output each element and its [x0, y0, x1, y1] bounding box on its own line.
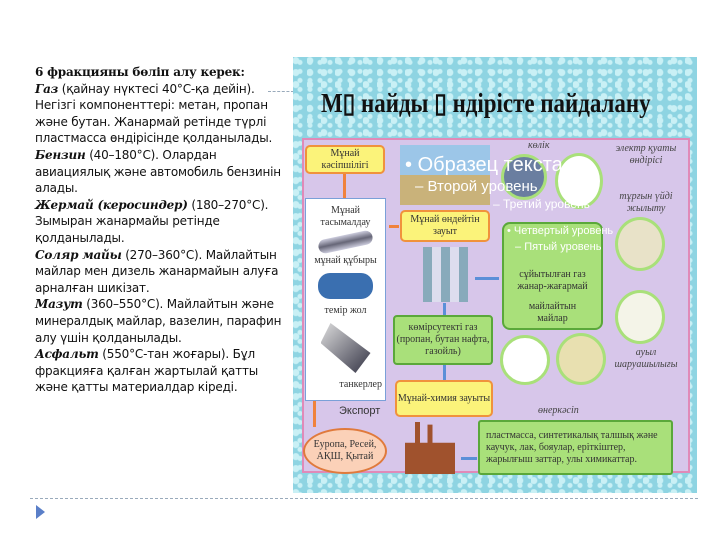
export-label: Экспорт — [339, 405, 381, 417]
placeholder-level-2: – Второй уровень — [415, 178, 538, 195]
arrow — [313, 401, 316, 427]
arrow — [343, 174, 346, 198]
term-solar: Соляр майы — [35, 247, 122, 262]
text-asphalt: (550°С-тан жоғары). Бұл фракцияға қалған жартылай қатты және қатты материалдар кіреді. — [35, 347, 259, 395]
rail-label: темір жол — [324, 305, 367, 316]
picture-title: М▯ найды ▯ ндірісте пайдалану — [321, 88, 651, 118]
box-fuels — [502, 222, 603, 330]
fractions-text — [35, 64, 285, 396]
placeholder-text: Второй уровень — [427, 178, 538, 195]
placeholder-level-5: – Пятый уровень — [515, 241, 602, 253]
fuels-label: сұйытылған газ — [519, 269, 586, 280]
refinery-icon — [423, 247, 468, 302]
fuels-label-3: майлайтын майлар — [528, 301, 577, 324]
box-refinery: Мұнай өндейтін зауыт — [400, 210, 490, 242]
divider — [30, 498, 698, 499]
term-gas: Газ — [35, 81, 59, 96]
arrow — [389, 225, 399, 228]
fuels-label-2: жанар-жағармай — [517, 281, 588, 292]
ship-icon — [321, 323, 371, 373]
building-icon — [615, 217, 665, 271]
text-benzin: (40–180°С). Олардан авиациялық және автомобиль бензинін алады. — [35, 147, 281, 196]
arrow — [475, 277, 499, 280]
box-products: пластмасса, синтетикалық талшық және каучук, лак, бояулар, еріткіштер, жарылғыш заттар, улы химикаттар. — [478, 420, 673, 475]
arrow — [443, 303, 446, 315]
box-transport — [305, 198, 386, 401]
text-gas: (қайнау нүктесі 40°С-қа дейін). Негізгі компоненттері: метан, пропан және бутан. Жанармай ретінде түрлі пластмасса өндірісінде қолданылады. — [35, 81, 273, 146]
tank-car-icon — [318, 273, 373, 299]
label-power: электр қуаты өндірісі — [615, 143, 677, 166]
term-kerosene: Жермай (керосиндер) — [35, 197, 188, 212]
heading: 6 фракцияны бөліп алу керек: — [35, 65, 245, 79]
label-heating: тұрғын үйді жылыту — [619, 191, 673, 214]
text-solar: (270–360°С). Майлайтын майлар мен дизель жанармайын алуға арналған шикізат. — [35, 247, 279, 295]
next-slide-arrow-icon[interactable] — [36, 505, 45, 519]
box-countries: Еуропа, Ресей, АҚШ, Қытай — [303, 428, 387, 474]
placeholder-text: Пятый уровень — [524, 241, 602, 253]
divider — [268, 91, 294, 92]
tractor-icon — [615, 290, 665, 344]
box-hydrocarbon-gas: көмірсутекті газ (пропан, бутан нафта, газойль) — [393, 315, 493, 365]
box-petrochem: Мұнай-химия зауыты — [395, 380, 493, 417]
term-mazut: Мазут — [35, 297, 83, 312]
placeholder-level-1: • Образец текста — [405, 154, 563, 176]
label-industry: өнеркәсіп — [538, 405, 579, 416]
label-transport-use: көлік — [528, 140, 550, 151]
box-extraction: Мұнай кәсіпшілігі — [305, 145, 385, 174]
text-kerosene: (180–270°С). Зымыран жанармайы ретінде қолданылады. — [35, 197, 269, 245]
pipe-label: мұнай құбыры — [314, 255, 377, 266]
oil-usage-picture — [293, 57, 697, 493]
pipe-icon — [317, 229, 374, 254]
label-agriculture: ауыл шаруашылығы — [614, 347, 678, 370]
transport-label: Мұнай тасымалдау — [320, 205, 371, 228]
road-roller-icon — [556, 333, 606, 385]
term-benzin: Бензин — [35, 147, 86, 162]
placeholder-level-3: – Третий уровень — [493, 197, 590, 211]
text-mazut: (360–550°С). Майлайтын және минералдық майлар, вазелин, парафин алу үшін қолданылады. — [35, 297, 282, 345]
arrow — [443, 365, 446, 380]
industry-icon — [500, 335, 550, 385]
arrow — [461, 457, 477, 460]
tankers-label: танкерлер — [339, 379, 382, 390]
placeholder-level-4: • Четвертый уровень — [507, 225, 614, 237]
term-asphalt: Асфальт — [35, 347, 99, 362]
placeholder-text: Третий уровень — [503, 197, 590, 211]
placeholder-text: Образец текста — [417, 154, 563, 176]
placeholder-text: Четвертый уровень — [513, 225, 614, 237]
